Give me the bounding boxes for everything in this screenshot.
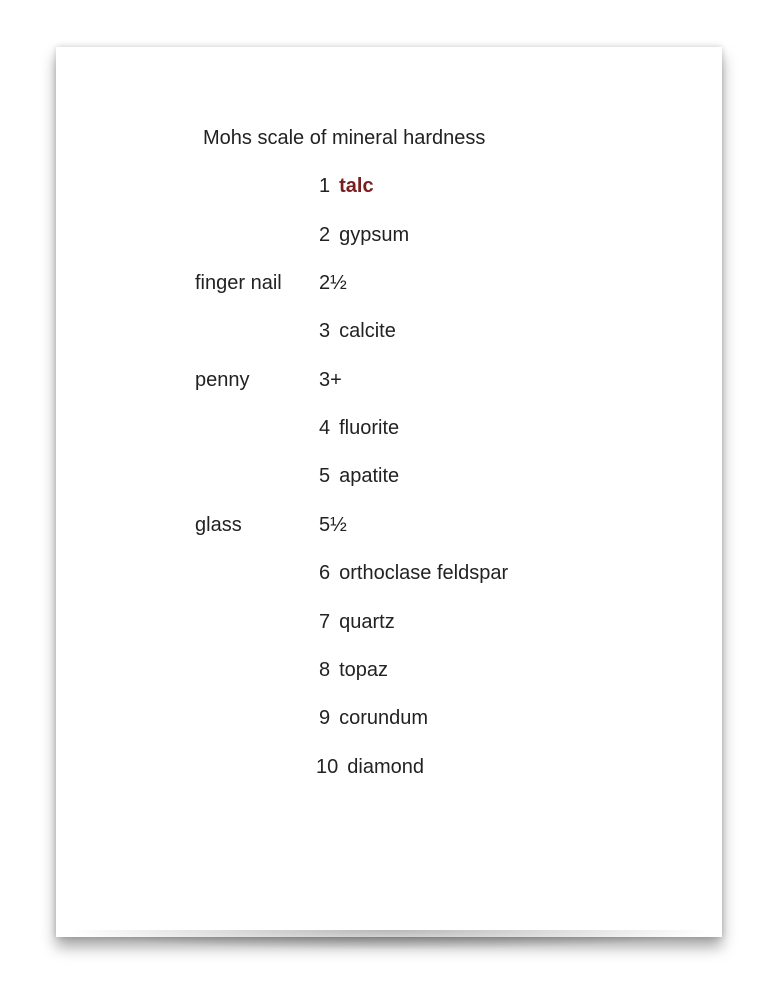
hardness-number: 7 <box>319 611 331 633</box>
hardness-number: 1 <box>319 175 331 197</box>
hardness-number: 2½ <box>319 272 347 294</box>
scale-row-4 <box>319 417 399 440</box>
reference-finger-nail: finger nail <box>195 272 282 294</box>
document-page <box>56 47 722 937</box>
mineral-name-apatite: apatite <box>339 465 400 487</box>
hardness-number: 10 <box>316 756 339 778</box>
hardness-number: 2 <box>319 224 331 246</box>
mineral-name-topaz: topaz <box>339 659 389 681</box>
reference-glass: glass <box>195 514 242 536</box>
scale-row-2 <box>319 224 409 247</box>
scale-row-3-plus <box>319 369 342 392</box>
hardness-number: 5 <box>319 465 331 487</box>
mineral-name-calcite: calcite <box>339 320 396 342</box>
mineral-name-talc: talc <box>339 175 374 197</box>
hardness-number: 8 <box>319 659 331 681</box>
hardness-number: 6 <box>319 562 331 584</box>
mineral-name-fluorite: fluorite <box>339 417 400 439</box>
hardness-number: 5½ <box>319 514 347 536</box>
scale-row-8 <box>319 659 388 682</box>
scale-row-7 <box>319 611 395 634</box>
hardness-number: 3+ <box>319 369 342 391</box>
scale-row-9 <box>319 707 428 730</box>
scale-row-6 <box>319 562 508 585</box>
mineral-name-corundum: corundum <box>339 707 429 729</box>
scale-row-3 <box>319 320 396 343</box>
mineral-name-quartz: quartz <box>339 611 395 633</box>
reference-penny: penny <box>195 369 250 391</box>
mineral-name-orthoclase-feldspar: orthoclase feldspar <box>339 562 509 584</box>
scale-row-1 <box>319 175 374 198</box>
mineral-name-diamond: diamond <box>347 756 424 778</box>
page-shadow <box>62 930 716 950</box>
hardness-number: 9 <box>319 707 331 729</box>
hardness-number: 3 <box>319 320 331 342</box>
mineral-name-gypsum: gypsum <box>339 224 410 246</box>
scale-row-10 <box>316 756 424 779</box>
page-title: Mohs scale of mineral hardness <box>203 127 486 149</box>
scale-row-5 <box>319 465 399 488</box>
scale-row-5-5 <box>319 514 347 537</box>
hardness-number: 4 <box>319 417 331 439</box>
scale-row-2-5 <box>319 272 347 295</box>
